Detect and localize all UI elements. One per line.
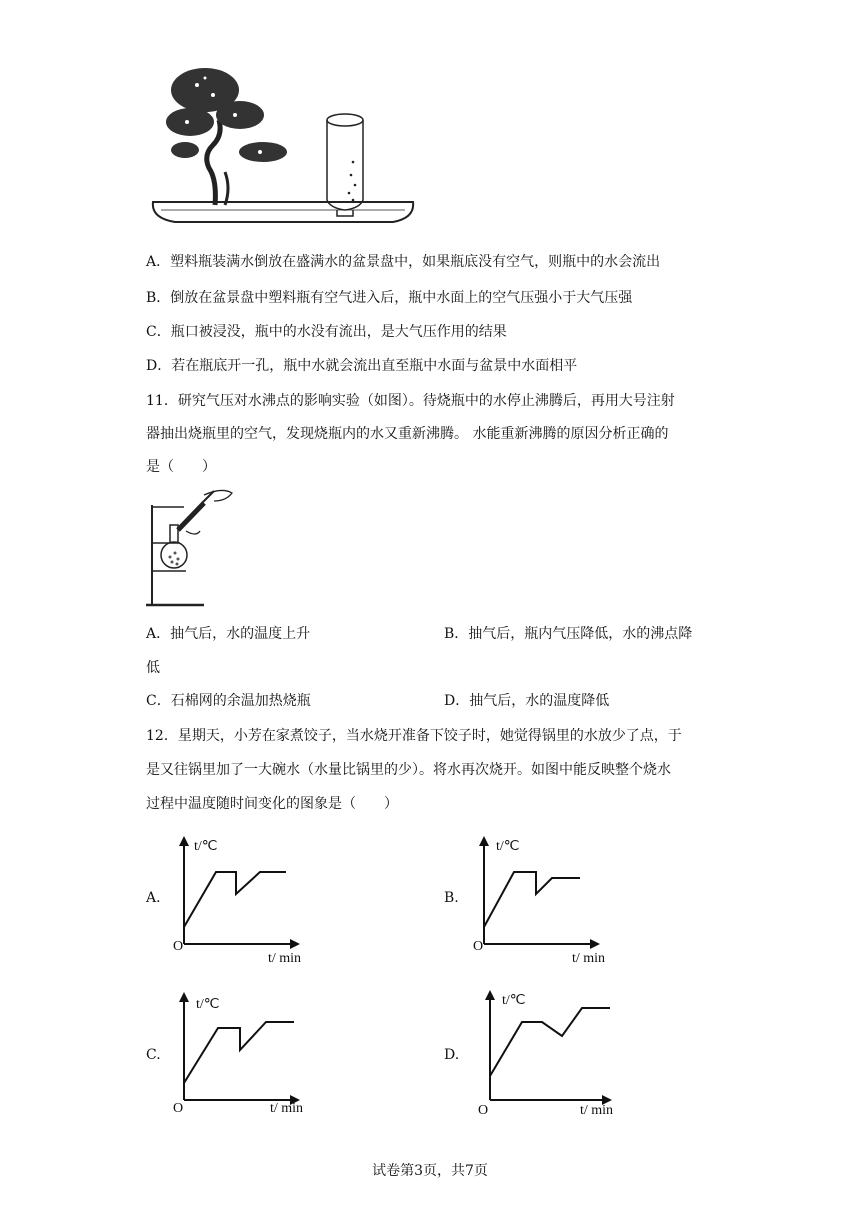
q11-stem-line2: 器抽出烧瓶里的空气，发现烧瓶内的水又重新沸腾。 水能重新沸腾的原因分析正确的 [146, 426, 669, 442]
graph-b-xlabel: t/ min [572, 951, 606, 966]
q11-stem-line3: 是（ ） [146, 459, 216, 475]
q11-option-c: C．石棉网的余温加热烧瓶 [146, 693, 311, 709]
graph-d-ylabel: t/℃ [502, 993, 526, 1008]
q12-stem-line2: 是又往锅里加了一大碗水（水量比锅里的少）。将水再次烧开。如图中能反映整个烧水 [146, 762, 671, 778]
q11-option-d: D．抽气后，水的温度降低 [444, 693, 610, 709]
graph-d [476, 986, 616, 1118]
page-footer: 试卷第3页，共7页 [372, 1163, 488, 1179]
graph-b-ylabel: t/℃ [496, 839, 520, 854]
q10-option-c: C．瓶口被浸没，瓶中的水没有流出，是大气压作用的结果 [146, 324, 507, 340]
bonsai-bottle-figure [145, 60, 420, 235]
graph-b-origin: O [473, 939, 484, 954]
q11-stem-line1: 11．研究气压对水沸点的影响实验（如图）。待烧瓶中的水停止沸腾后，再用大号注射 [146, 393, 675, 409]
q12-stem-line1: 12．星期天，小芳在家煮饺子，当水烧开准备下饺子时，她觉得锅里的水放少了点，于 [146, 728, 682, 744]
q12-stem-line3: 过程中温度随时间变化的图象是（ ） [146, 796, 398, 812]
graph-c-origin: O [173, 1101, 184, 1116]
graph-c-xlabel: t/ min [270, 1101, 304, 1116]
graph-a-label: A. [146, 890, 161, 906]
graph-d-label: D. [444, 1047, 460, 1063]
graph-d-origin: O [478, 1103, 489, 1118]
q11-option-b-line2: 低 [146, 660, 160, 676]
graph-c-label: C. [146, 1047, 161, 1063]
graph-c [170, 988, 310, 1120]
q11-option-a: A．抽气后，水的温度上升 [146, 626, 311, 642]
q10-option-a: A．塑料瓶装满水倒放在盛满水的盆景盘中，如果瓶底没有空气，则瓶中的水会流出 [146, 254, 661, 270]
graph-b-label: B. [444, 890, 459, 906]
graph-a-xlabel: t/ min [268, 951, 302, 966]
q10-option-d: D．若在瓶底开一孔，瓶中水就会流出直至瓶中水面与盆景中水面相平 [146, 358, 578, 374]
q11-option-b-line1: B．抽气后，瓶内气压降低，水的沸点降 [444, 626, 693, 642]
graph-a [170, 832, 310, 964]
graph-c-ylabel: t/℃ [196, 997, 220, 1012]
graph-a-origin: O [173, 939, 184, 954]
boiling-flask-figure [142, 485, 242, 610]
graph-d-xlabel: t/ min [580, 1103, 614, 1118]
graph-a-ylabel: t/℃ [194, 839, 218, 854]
graph-b [470, 832, 610, 964]
q10-option-b: B．倒放在盆景盘中塑料瓶有空气进入后，瓶中水面上的空气压强小于大气压强 [146, 290, 633, 306]
